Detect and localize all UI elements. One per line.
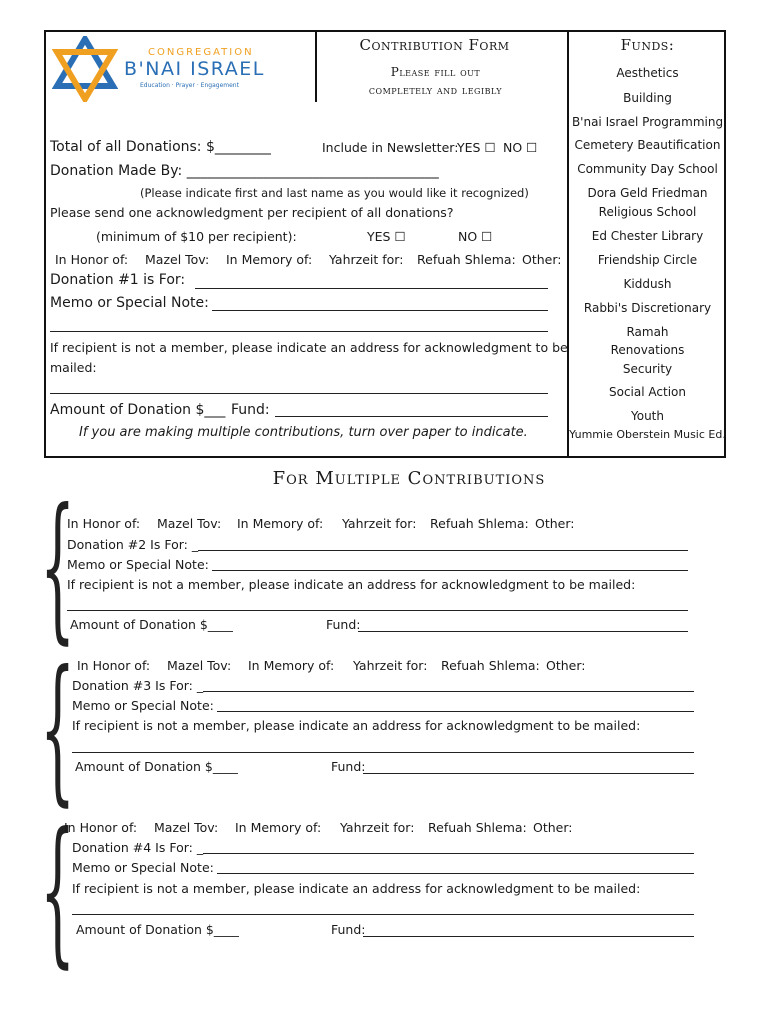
- name-note: (Please indicate first and last name as you would like it recognized): [140, 186, 529, 200]
- logo: [52, 36, 292, 102]
- address-note-line1: If recipient is not a member, please indicate an address for acknowledgment to be: [50, 340, 568, 355]
- fund-3-input-line[interactable]: [363, 773, 694, 774]
- fund-item: Ed Chester Library: [591, 229, 704, 243]
- ack-yes-checkbox[interactable]: YES ☐: [367, 229, 406, 244]
- in-memory-of-option[interactable]: In Memory of:: [248, 658, 335, 673]
- refuah-shlema-option[interactable]: Refuah Shlema:: [430, 516, 529, 531]
- other-option[interactable]: Other:: [522, 252, 562, 267]
- in-memory-of-option[interactable]: In Memory of:: [235, 820, 322, 835]
- memo-label: Memo or Special Note:: [50, 295, 209, 311]
- yahrzeit-option[interactable]: Yahrzeit for:: [353, 658, 428, 673]
- donation-1-input-line[interactable]: [195, 288, 548, 289]
- donation-4-label: Donation #4 Is For: _: [72, 840, 204, 855]
- other-option[interactable]: Other:: [533, 820, 573, 835]
- memo-4-input-line[interactable]: [217, 873, 694, 874]
- fund-item: Friendship Circle: [597, 253, 698, 267]
- yahrzeit-option[interactable]: Yahrzeit for:: [342, 516, 417, 531]
- fund-3-label: Fund:: [331, 759, 366, 774]
- fund-item: Renovations: [610, 343, 685, 357]
- fund-item: Ramah: [626, 325, 669, 339]
- fund-item: Youth: [631, 409, 664, 423]
- logo-name-text: B'NAI ISRAEL: [124, 58, 265, 80]
- title-divider: [315, 30, 317, 102]
- other-option[interactable]: Other:: [535, 516, 575, 531]
- refuah-shlema-option[interactable]: Refuah Shlema:: [417, 252, 516, 267]
- newsletter-label: Include in Newsletter:: [322, 140, 459, 155]
- fund-4-label: Fund:: [331, 922, 366, 937]
- memo-label-4: Memo or Special Note:: [72, 860, 214, 875]
- multiple-contributions-title: For Multiple Contributions: [272, 468, 546, 489]
- fund-item: Rabbi's Discretionary: [583, 301, 712, 315]
- address-4-input-line[interactable]: [72, 914, 694, 915]
- fund-item: Social Action: [609, 385, 686, 399]
- in-memory-of-option[interactable]: In Memory of:: [226, 252, 313, 267]
- refuah-shlema-option[interactable]: Refuah Shlema:: [441, 658, 540, 673]
- donation-made-by-field[interactable]: Donation Made By: ____________________________________: [50, 163, 439, 179]
- address-2-input-line[interactable]: [67, 610, 688, 611]
- memo-label-2: Memo or Special Note:: [67, 557, 209, 572]
- form-subtitle-line2: completely and legibly: [368, 83, 503, 97]
- fund-input-line[interactable]: [275, 416, 548, 417]
- donation-3-input-line[interactable]: [203, 691, 694, 692]
- address-input-line[interactable]: [50, 393, 548, 394]
- minimum-note: (minimum of $10 per recipient):: [96, 229, 297, 244]
- in-memory-of-option[interactable]: In Memory of:: [237, 516, 324, 531]
- fund-item: Religious School: [598, 205, 697, 219]
- fund-item: B'nai Israel Programming: [571, 115, 724, 129]
- logo-tagline: Education · Prayer · Engagement: [140, 82, 239, 89]
- donation-4-input-line[interactable]: [203, 853, 694, 854]
- in-honor-of-option[interactable]: In Honor of:: [67, 516, 141, 531]
- memo-label-3: Memo or Special Note:: [72, 698, 214, 713]
- fund-2-input-line[interactable]: [358, 631, 688, 632]
- memo-3-input-line[interactable]: [217, 711, 694, 712]
- total-donations-field[interactable]: Total of all Donations: $________: [50, 139, 271, 155]
- mazel-tov-option[interactable]: Mazel Tov:: [157, 516, 222, 531]
- ack-no-checkbox[interactable]: NO ☐: [458, 229, 493, 244]
- fund-item: Security: [622, 362, 673, 376]
- memo-input-line-2[interactable]: [50, 331, 548, 332]
- donation-3-label: Donation #3 Is For: _: [72, 678, 204, 693]
- donation-2-input-line[interactable]: [198, 550, 688, 551]
- yahrzeit-option[interactable]: Yahrzeit for:: [329, 252, 404, 267]
- star-of-david-icon: [52, 36, 118, 102]
- address-note-3: If recipient is not a member, please indicate an address for acknowledgment to be mailed:: [72, 718, 641, 733]
- mazel-tov-option[interactable]: Mazel Tov:: [145, 252, 210, 267]
- donation-2-label: Donation #2 Is For: _: [67, 537, 199, 552]
- in-honor-of-option[interactable]: In Honor of:: [64, 820, 138, 835]
- funds-title: Funds:: [620, 36, 675, 54]
- logo-congregation-text: CONGREGATION: [148, 47, 254, 58]
- amount-2-field[interactable]: Amount of Donation $____: [70, 617, 233, 632]
- fund-item: Dora Geld Friedman: [587, 186, 708, 200]
- yahrzeit-option[interactable]: Yahrzeit for:: [340, 820, 415, 835]
- fund-item: Aesthetics: [616, 66, 679, 80]
- fund-item: Yummie Oberstein Music Ed.: [569, 428, 726, 441]
- amount-of-donation-field[interactable]: Amount of Donation $___: [50, 402, 226, 418]
- fund-item: Cemetery Beautification: [574, 138, 721, 152]
- fund-4-input-line[interactable]: [363, 936, 694, 937]
- form-title: Contribution Form: [359, 36, 510, 54]
- brace-icon: {: [40, 637, 76, 821]
- fund-item: Building: [623, 91, 672, 105]
- newsletter-no-checkbox[interactable]: NO ☐: [503, 140, 538, 155]
- in-honor-of-option[interactable]: In Honor of:: [77, 658, 151, 673]
- address-3-input-line[interactable]: [72, 752, 694, 753]
- other-option[interactable]: Other:: [546, 658, 586, 673]
- address-note-4: If recipient is not a member, please indicate an address for acknowledgment to be mailed:: [72, 881, 641, 896]
- address-note-2: If recipient is not a member, please indicate an address for acknowledgment to be mailed:: [67, 577, 636, 592]
- newsletter-yes-checkbox[interactable]: YES ☐: [457, 140, 496, 155]
- fund-2-label: Fund:: [326, 617, 361, 632]
- memo-2-input-line[interactable]: [212, 570, 688, 571]
- fund-item: Community Day School: [577, 162, 718, 176]
- refuah-shlema-option[interactable]: Refuah Shlema:: [428, 820, 527, 835]
- donation-1-label: Donation #1 is For:: [50, 272, 186, 288]
- in-honor-of-option[interactable]: In Honor of:: [55, 252, 129, 267]
- mazel-tov-option[interactable]: Mazel Tov:: [167, 658, 232, 673]
- fund-item: Kiddush: [623, 277, 672, 291]
- memo-input-line[interactable]: [212, 310, 548, 311]
- multiple-contributions-note: If you are making multiple contributions, turn over paper to indicate.: [79, 425, 528, 440]
- fund-label: Fund:: [231, 402, 270, 418]
- brace-icon: {: [40, 799, 76, 983]
- address-note-line2: mailed:: [50, 360, 97, 375]
- brace-icon: {: [40, 475, 76, 659]
- mazel-tov-option[interactable]: Mazel Tov:: [154, 820, 219, 835]
- ack-question: Please send one acknowledgment per recipient of all donations?: [50, 205, 454, 220]
- amount-3-field[interactable]: Amount of Donation $____: [75, 759, 238, 774]
- form-subtitle-line1: Please fill out: [390, 65, 481, 79]
- amount-4-field[interactable]: Amount of Donation $____: [76, 922, 239, 937]
